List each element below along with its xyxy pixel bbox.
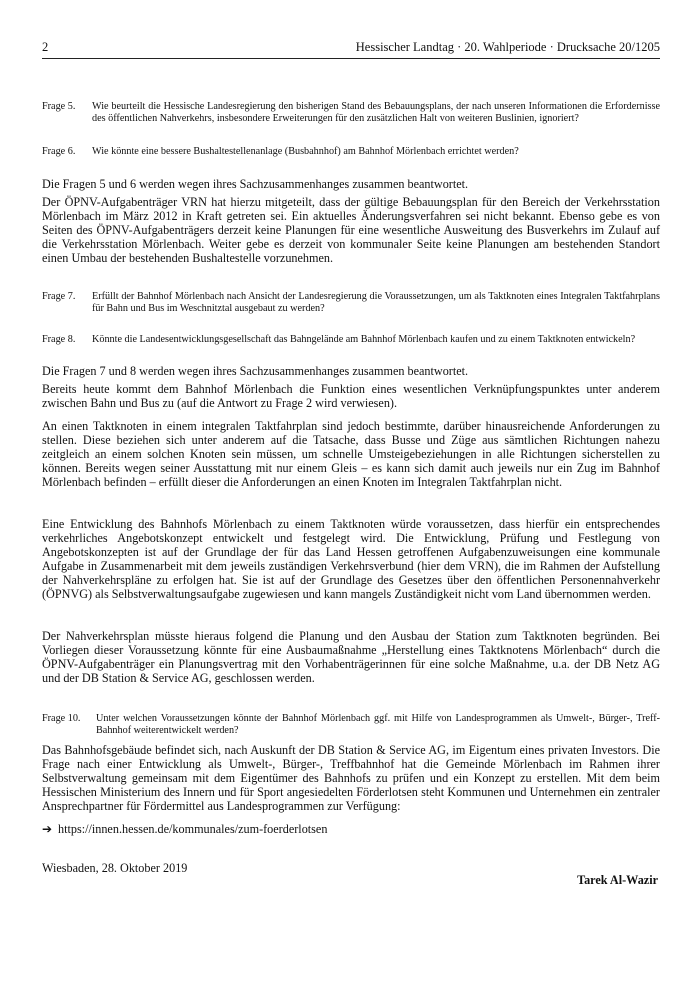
page-number: 2 xyxy=(42,40,49,54)
page-header xyxy=(42,40,660,59)
foerderlotsen-link-row xyxy=(42,822,327,836)
answer-7-8-paragraph-4: Der Nahverkehrsplan müsste hieraus folgend die Planung und den Ausbau der Station zum Taktknoten begründen. Bei Vorliegen dieser Voraussetzung könnte für eine Ausbaumaßnahme „Herstellung eines Taktknotens Mörlenbach“ durch die ÖPNV-Aufgabenträger ein Planungsvertrag mit den Vorhabenträgerinnen für eine solche Maßnahme, u.a. der DB Netz AG und der DB Station & Service AG, geschlossen werden. xyxy=(42,629,660,685)
question-text: Wie könnte eine bessere Bushaltestellenanlage (Busbahnhof) am Bahnhof Mörlenbach errichtet werden? xyxy=(92,146,519,157)
answer-7-8-paragraph-1: Bereits heute kommt dem Bahnhof Mörlenbach die Funktion eines wesentlichen Verknüpfungspunktes unter anderem zwischen Bahn und Bus zu (auf die Antwort zu Frage 2 wird verwiesen). xyxy=(42,382,660,410)
question-text: Könnte die Landesentwicklungsgesellschaft das Bahngelände am Bahnhof Mörlenbach kaufen und zu einem Taktknoten entwickeln? xyxy=(92,334,636,345)
question-label: Frage 5. xyxy=(42,101,76,112)
answer-5-6-intro: Die Fragen 5 und 6 werden wegen ihres Sachzusammenhanges zusammen beantwortet. xyxy=(42,177,469,191)
question-label: Frage 10. xyxy=(42,713,81,724)
place-date: Wiesbaden, 28. Oktober 2019 xyxy=(42,861,188,875)
question-label: Frage 7. xyxy=(42,291,76,302)
question-label: Frage 8. xyxy=(42,334,76,345)
answer-7-8-intro: Die Fragen 7 und 8 werden wegen ihres Sachzusammenhanges zusammen beantwortet. xyxy=(42,364,469,378)
answer-7-8-paragraph-3: Eine Entwicklung des Bahnhofs Mörlenbach zu einem Taktknoten würde voraussetzen, dass hierfür ein entsprechendes verkehrliches Angebotskonzept entwickelt und festgelegt wird. Die Entwicklung, Prüfung und Festlegung von Angebotskonzepten ist auf der Grundlage der für das Land Hessen getroffenen Aufgabenzuweisungen eine kommunale Aufgabe in Zusammenarbeit mit dem jeweils zuständigen Verkehrsverbund (hier dem VRN), die im Rahmen der Aufstellung der Nahverkehrspläne zu erfolgen hat. Sie ist auf der Grundlage des Gesetzes über den öffentlichen Personennahverkehr (ÖPNVG) als Selbstverwaltungsaufgabe zugewiesen und kann mangels Zuständigkeit nicht vom Land übernommen werden. xyxy=(42,517,660,601)
running-title: Hessischer Landtag · 20. Wahlperiode · Drucksache 20/1205 xyxy=(355,40,660,54)
answer-10-text: Das Bahnhofsgebäude befindet sich, nach Auskunft der DB Station & Service AG, im Eigentum eines privaten Investors. Die Frage nach einer Entwicklung als Umwelt-, Bürger-, Treffbahnhof hat die Gemeinde Mörlenbach im Rahmen ihrer Selbstverwaltung gemeinsam mit dem Eigentümer des Bahnhofs zu prüfen und ein Konzept zu erstellen. Mit dem beim Hessischen Ministerium des Innern und für Sport angesiedelten Förderlotsen steht Kommunen und Unternehmen ein zentraler Ansprechpartner für Fördermittel aus Landesprogrammen zur Verfügung: xyxy=(42,743,660,813)
question-text: Unter welchen Voraussetzungen könnte der Bahnhof Mörlenbach ggf. mit Hilfe von Landesprogrammen als Umwelt-, Bürger-, Treff-Bahnhof weiterentwickelt werden? xyxy=(96,713,660,736)
foerderlotsen-link[interactable]: https://innen.hessen.de/kommunales/zum-foerderlotsen xyxy=(58,822,328,836)
answer-7-8-paragraph-2: An einen Taktknoten in einem integralen Taktfahrplan sind jedoch bestimmte, darüber hinausreichende Anforderungen zu stellen. Diese beziehen sich unter anderem auf die Tatsache, dass Busse und Züge aus sämtlichen Richtungen nahezu zeitgleich an einem solchen Knoten sein müssen, um schnelle Umsteigebeziehungen in alle Richtungen sicherstellen zu können. Bereits wegen seiner Ausstattung mit nur einem Gleis – es kann sich damit auch jeweils nur ein Zug im Bahnhof Mörlenbach befinden – erfüllt dieser die Anforderungen an einen Knoten im Integralen Taktfahrplan nicht. xyxy=(42,419,660,489)
answer-5-6-text: Der ÖPNV-Aufgabenträger VRN hat hierzu mitgeteilt, dass der gültige Bebauungsplan für den Bereich der Verkehrsstation Mörlenbach im März 2012 in Kraft getreten sei. Ein aktuelles Änderungsverfahren sei nicht bekannt. Ebenso gebe es von Seiten des ÖPNV-Aufgabenträgers derzeit keine Planungen für eine wesentliche Ausweitung des Busverkehrs im Zulauf auf die Verkehrsstation Mörlenbach. Weiter gebe es derzeit von kommunaler Seite keine Planungen am bestehenden Standort einen Umbau der bestehenden Bushaltestelle vorzunehmen. xyxy=(42,195,660,265)
signature: Tarek Al-Wazir xyxy=(577,873,658,887)
question-text: Wie beurteilt die Hessische Landesregierung den bisherigen Stand des Bebauungsplans, der nach unseren Informationen die Erfordernisse des öffentlichen Nahverkehrs, insbesondere Erweiterungen für den zusätzlichen Halt von weiteren Buslinien, ignoriert? xyxy=(92,101,660,124)
arrow-right-icon: ➔ xyxy=(42,822,53,836)
question-label: Frage 6. xyxy=(42,146,76,157)
question-text: Erfüllt der Bahnhof Mörlenbach nach Ansicht der Landesregierung die Voraussetzungen, um als Taktknoten eines Integralen Taktfahrplans für Bahn und Bus im Weschnitztal ausgebaut zu werden? xyxy=(92,291,660,314)
